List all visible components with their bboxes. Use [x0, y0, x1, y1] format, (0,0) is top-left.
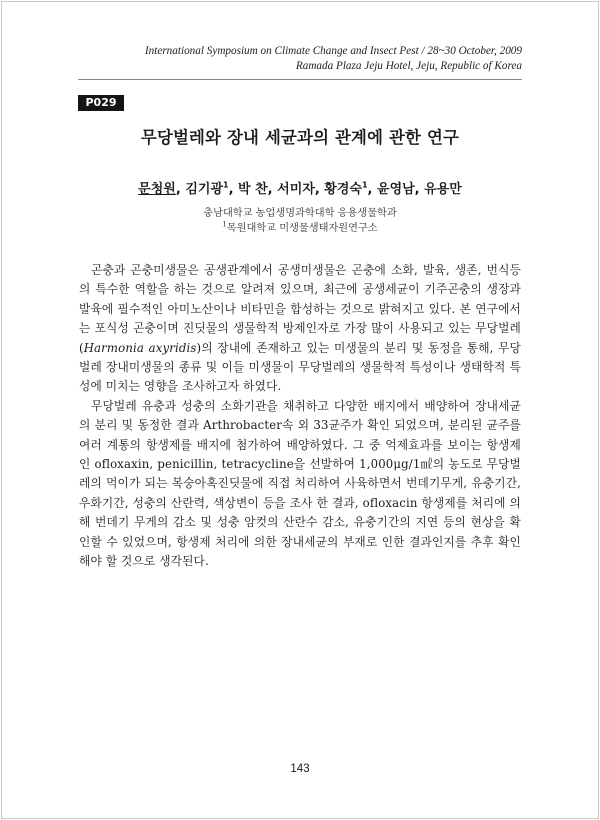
- abstract-paragraph-2: 무당벌레 유충과 성충의 소화기관을 채취하고 다양한 배지에서 배양하여 장내세균의 분리 및 동정한 결과 Arthrobacter속 외 33균주가 확인 되었으며, 분리된 균주를 여러 계통의 항생제를 배지에 첨가하여 배양하였다. 그 중 억제효과를 보이는 항생제인 ofloxaxin, penicillin, tetracycline을 선발하여 1,000μg/1㎖의 농도로 무당벌레의 먹이가 되는 복숭아혹진딧물에 직접 처리하여 사육하면서 번데기무게, 유충기간, 우화기간, 성충의 산란력, 색상변이 등을 조사 한 결과, ofloxacin 항생제를 처리에 의해 번데기 무게의 감소 및 성충 암컷의 산란수 감소, 유충기간의 지연 등의 현상을 확인할 수 있었으며, 항생제 처리에 의한 장내세균의 부재로 인한 결과인지를 추후 확인해야 할 것으로 생각된다.: [79, 398, 521, 569]
- page-number: 143: [290, 763, 310, 775]
- author-segment: , 박 찬, 서미자, 황경숙: [228, 182, 362, 197]
- author-list: [60, 178, 540, 197]
- header-line-1: International Symposium on Climate Change and Insect Pest / 28~30 October, 2009: [144, 45, 522, 57]
- affiliation-2: $^1$목원대학교 미생물생태자원연구소: [222, 220, 378, 234]
- conference-header: [145, 44, 522, 74]
- abstract-body: [79, 261, 521, 572]
- presenting-author: 문청원: [138, 182, 176, 197]
- header-line-2: Ramada Plaza Jeju Hotel, Jeju, Republic of Korea: [295, 60, 522, 72]
- affiliation-1: 충남대학교 농업생명과학대학 응용생물학과: [203, 208, 397, 219]
- abstract-paragraph-1: 곤충과 곤충미생물은 공생관계에서 공생미생물은 곤충에 소화, 발육, 생존, 번식등의 특수한 역할을 하는 것으로 알려져 있으며, 최근에 공생세균이 기주곤충의 생장과 발육에 필수적인 아미노산이나 비타민을 합성하는 것으로 밝혀지고 있다. 본 연구에서는 포식성 곤충이며 진딧물의 생물학적 방제인자로 가장 많이 사용되고 있는 무당벌레(Harmonia axyridis)의 장내에 존재하고 있는 미생물의 분리 및 동정을 통해, 무당벌레 장내미생물의 종류 및 이들 미생물이 무당벌레의 생물학적 특성이나 생태학적 특성에 미치는 영향을 조사하고자 하였다.: [79, 263, 521, 394]
- poster-code-badge: P029: [78, 95, 124, 111]
- affiliation-marker: 1: [361, 180, 368, 190]
- author-segment: , 김기광: [175, 182, 223, 197]
- paper-title: 무당벌레와 장내 세균과의 관계에 관한 연구: [140, 128, 460, 147]
- author-segment: , 윤영남, 유용만: [367, 182, 462, 197]
- affiliation-marker: 1: [223, 180, 229, 190]
- header-divider: [78, 79, 522, 80]
- affiliation-marker: 1: [222, 220, 227, 229]
- species-name: Harmonia axyridis: [83, 340, 197, 355]
